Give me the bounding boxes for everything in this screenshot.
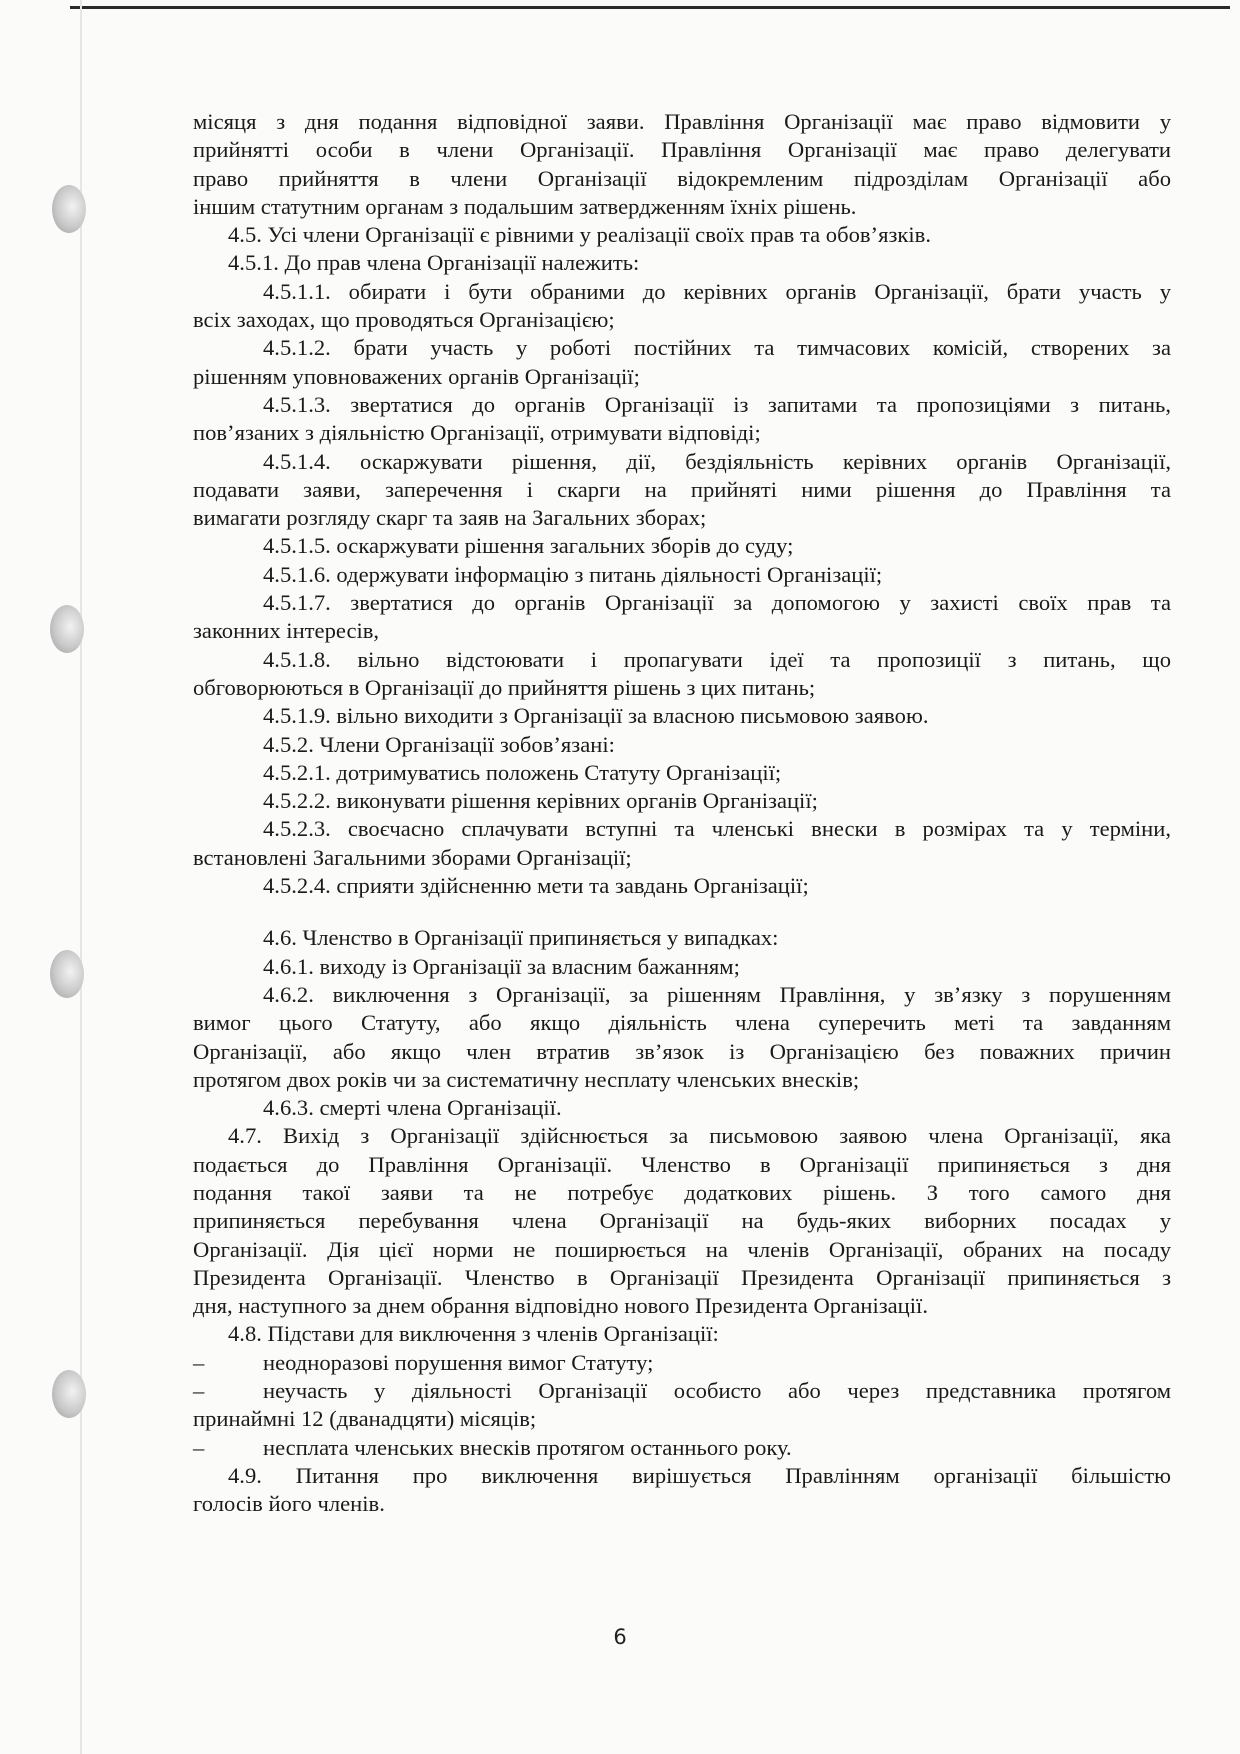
text-line: право прийняття в члени Організації відокремленим підрозділам Організації або [193, 165, 1171, 191]
text-line: протягом двох років чи за систематичну несплату членських внесків; [193, 1066, 860, 1092]
text-line: всіх заходах, що проводяться Організацією; [193, 307, 615, 333]
text-line: 4.6.1. виходу із Організації за власним бажанням; [263, 953, 740, 979]
exclusion-grounds-list [193, 1349, 1171, 1462]
text-line: голосів його членів. [193, 1491, 385, 1517]
closing-paragraph [193, 1462, 1171, 1519]
text-line: 4.9. Питання про виключення вирішується Правлінням організації більшістю [228, 1462, 1171, 1488]
text-line: припиняється перебування члена Організації на будь-яких виборних посадах у [193, 1208, 1171, 1234]
text-line: 4.6. Членство в Організації припиняється у випадках: [263, 925, 779, 951]
text-line: 4.5.1.6. одержувати інформацію з питань діяльності Організації; [263, 561, 883, 587]
text-line: 4.5.1. До прав члена Організації належить: [228, 250, 640, 276]
list-dash: – [193, 1434, 205, 1460]
text-line: 4.5.2.3. своєчасно сплачувати вступні та членські внески в розмірах та у терміни, [263, 816, 1171, 842]
text-line [193, 900, 1171, 924]
text-line: 4.5.1.9. вільно виходити з Організації за власною письмовою заявою. [263, 703, 929, 729]
text-line: Президента Організації. Членство в Організації Президента Організації припиняється з [193, 1264, 1171, 1290]
text-line: Організації, або якщо член втратив зв’язок із Організацією без поважних причин [193, 1038, 1171, 1064]
text-line: 4.5.2.2. виконувати рішення керівних органів Організації; [263, 788, 818, 814]
text-line: пов’язаних з діяльністю Організації, отримувати відповіді; [193, 420, 761, 446]
text-line: 4.5. Усі члени Організації є рівними у реалізації своїх прав та обов’язків. [228, 222, 931, 248]
scan-fold-line [80, 0, 82, 1754]
text-line: 4.7. Вихід з Організації здійснюється за письмовою заявою члена Організації, яка [228, 1123, 1171, 1149]
text-line: 4.5.1.3. звертатися до органів Організації із запитами та пропозиціями з питань, [263, 391, 1171, 417]
text-line: подається до Правління Організації. Членство в Організації припиняється з дня [193, 1151, 1171, 1177]
scan-top-edge [70, 6, 1230, 9]
text-line: 4.5.2.4. сприяти здійсненню мети та завдань Організації; [263, 873, 809, 899]
text-line: 4.6.2. виключення з Організації, за рішенням Правління, у зв’язку з порушенням [263, 981, 1171, 1007]
text-line: прийнятті особи в члени Організації. Правління Організації має право делегувати [193, 137, 1171, 163]
text-line: подавати заяви, заперечення і скарги на прийняті ними рішення до Правління та [193, 476, 1171, 502]
text-line: дня, наступного за днем обрання відповідно нового Президента Організації. [193, 1293, 928, 1319]
text-line: вимагати розгляду скарг та заяв на Загальних зборах; [193, 505, 707, 531]
text-line: 4.5.1.1. обирати і бути обраними до керівних органів Організації, брати участь у [263, 278, 1171, 304]
text-line: 4.5.1.2. брати участь у роботі постійних та тимчасових комісій, створених за [263, 335, 1171, 361]
text-line: встановлені Загальними зборами Організації; [193, 844, 632, 870]
list-item [193, 1349, 1171, 1377]
punch-hole [50, 950, 84, 998]
text-line: подання такої заяви та не потребує додаткових рішень. З того самого дня [193, 1179, 1171, 1205]
list-item-text: неодноразові порушення вимог Статуту; [263, 1349, 654, 1375]
list-item [193, 1405, 1171, 1433]
list-item-text: неучасть у діяльності Організації особисто або через представника протягом [263, 1378, 1171, 1404]
text-line: законних інтересів, [193, 618, 380, 644]
text-line: 4.5.1.8. вільно відстоювати і пропагувати ідеї та пропозиції з питань, що [263, 646, 1171, 672]
body-text [193, 108, 1171, 1519]
main-paragraphs [193, 108, 1171, 1349]
text-line: 4.5.1.4. оскаржувати рішення, дії, бездіяльність керівних органів Організації, [263, 448, 1171, 474]
punch-hole [50, 605, 84, 653]
text-line: обговорюються в Організації до прийняття рішень з цих питань; [193, 674, 816, 700]
text-line: 4.5.1.5. оскаржувати рішення загальних зборів до суду; [263, 533, 794, 559]
text-line: іншим статутним органам з подальшим затвердженням їхніх рішень. [193, 193, 857, 219]
text-line: місяця з дня подання відповідної заяви. Правління Організації має право відмовити у [193, 109, 1171, 134]
text-line: 4.6.3. смерті члена Організації. [263, 1095, 562, 1121]
text-line: вимог цього Статуту, або якщо діяльність члена суперечить меті та завданням [193, 1010, 1171, 1036]
text-line: 4.5.2. Члени Організації зобов’язані: [263, 731, 615, 757]
list-item-text: несплата членських внесків протягом останнього року. [263, 1434, 792, 1460]
page-number: 6 [613, 1625, 627, 1649]
text-line: рішенням уповноважених органів Організації; [193, 363, 640, 389]
text-line: 4.5.1.7. звертатися до органів Організації за допомогою у захисті своїх прав та [263, 590, 1171, 616]
text-line: Організації. Дія цієї норми не поширюється на членів Організації, обраних на посаду [193, 1236, 1171, 1262]
list-item [193, 1434, 1171, 1462]
punch-hole [52, 1370, 86, 1418]
list-dash: – [193, 1349, 205, 1375]
list-item [193, 1377, 1171, 1405]
text-line: 4.8. Підстави для виключення з членів Організації: [228, 1321, 719, 1347]
text-line: 4.5.2.1. дотримуватись положень Статуту Організації; [263, 759, 782, 785]
list-item-text: принаймні 12 (дванадцяти) місяців; [193, 1406, 537, 1432]
punch-hole [52, 185, 86, 233]
list-dash: – [193, 1378, 205, 1404]
